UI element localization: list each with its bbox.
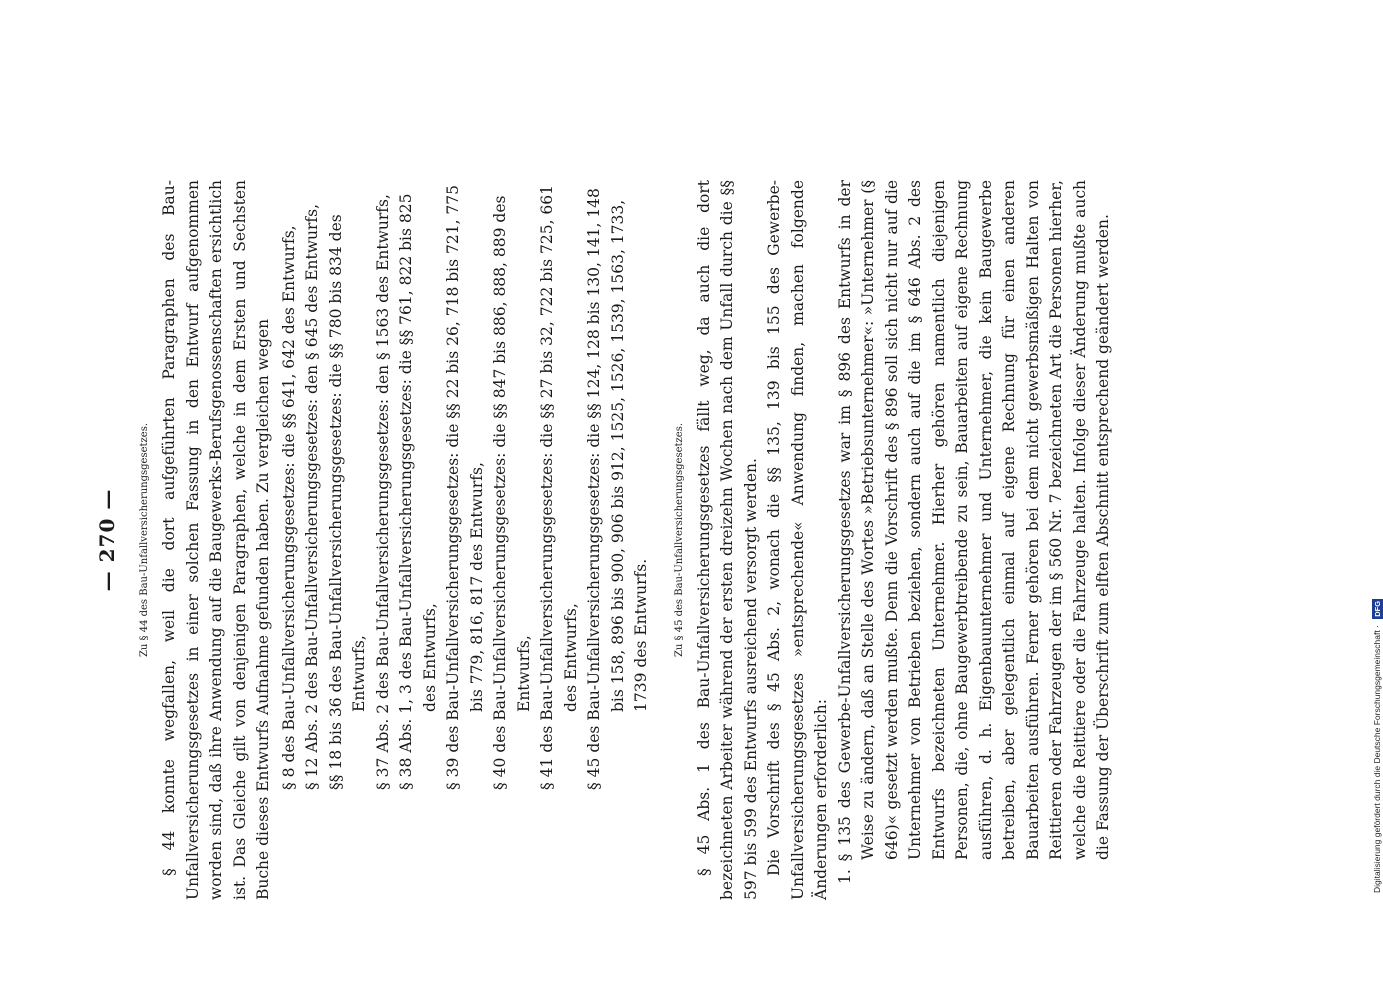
paragraph-45-1: § 45 Abs. 1 des Bau-Unfallversicherungsgesetzes fällt weg, da auch die dort bezeichneten Arbeiter während der ersten dreizehn Wochen nach dem Unfall durch die §§ 597 bis 599 des Entwurfs ausreichend versorgt werden.: [694, 180, 760, 900]
list-item: § 12 Abs. 2 des Bau-Unfallversicherungsgesetzes: den § 645 des Entwurfs,: [303, 203, 321, 790]
list-item: § 8 des Bau-Unfallversicherungsgesetzes: die §§ 641, 642 des Entwurfs,: [279, 225, 298, 790]
digitization-note: [1372, 599, 1383, 893]
paragraph-44-intro: § 44 konnte wegfallen, weil die dort aufgeführten Paragraphen des Bau-Unfallversicherungsgesetzes in einer solchen Fassung in den Entwurf aufgenommen worden sind, daß ihre Anwendung auf die Baugewerks-Berufsgenossenschaften ersichtlich ist. Das Gleiche gilt von denjenigen Paragraphen, welche in dem Ersten und Sechsten Buche dieses Entwurfs Aufnahme gefunden haben. Zu vergleichen wegen: [160, 180, 272, 900]
page-number: — 270 —: [95, 488, 119, 592]
paragraph-45-2: Die Vorschrift des § 45 Abs. 2, wonach die §§ 135, 139 bis 155 des Gewerbe-Unfallversicherungsgesetzes »entsprechende« Anwendung finden, machen folgende Änderungen erforderlich:: [765, 180, 830, 900]
list-item: §§ 18 bis 36 des Bau-Unfallversicherungsgesetzes: die §§ 780 bis 834 des Entwurfs,: [326, 214, 368, 790]
heading-section-45: Zu § 45 des Bau-Unfallversicherungsgesetzes.: [673, 422, 685, 658]
reference-list: [278, 180, 654, 900]
dfg-logo: DFG: [1373, 600, 1383, 617]
funding-note: Digitalisierung gefördert durch die Deutsche Forschungsgemeinschaft ·: [1372, 625, 1382, 893]
list-item: § 38 Abs. 1, 3 des Bau-Unfallversicherungsgesetzes: die §§ 761, 822 bis 825 des Entwurfs,: [397, 193, 439, 790]
rotated-page: [95, 180, 1235, 900]
list-item: § 39 des Bau-Unfallversicherungsgesetzes: die §§ 22 bis 26, 718 bis 721, 775 bis 779, 816, 817 des Entwurfs,: [444, 184, 486, 790]
list-item: § 40 des Bau-Unfallversicherungsgesetzes: die §§ 847 bis 886, 888, 889 des Entwurfs,: [491, 195, 533, 790]
list-item: § 45 des Bau-Unfallversicherungsgesetzes: die §§ 124, 128 bis 130, 141, 148 bis 158, 896 bis 900, 906 bis 912, 1525, 1526, 1539, 1563, 1733, 1739 des Entwurfs.: [585, 188, 650, 790]
list-item: § 37 Abs. 2 des Bau-Unfallversicherungsgesetzes: den § 1563 des Entwurfs,: [373, 194, 392, 790]
numbered-item-1: 1. § 135 des Gewerbe-Unfallversicherungsgesetzes war im § 896 des Entwurfs in der Weise zu ändern, daß an Stelle des Wortes »Betriebsunternehmer«: »Unternehmer (§ 646)« gesetzt werden mußte. Denn die Vorschrift des § 896 soll sich nicht nur auf die Unternehmer von Betrieben beziehen, sondern auch auf die im § 646 Abs. 2 des Entwurfs bezeichneten Unternehmer. Hierher gehören namentlich diejenigen Personen, die, ohne Baugewerbtreibende zu sein, Bauarbeiten auf eigene Rechnung ausführen, d. h. Eigenbauunternehmer und Unternehmer, die kein Baugewerbe betreiben, aber gelegentlich einmal auf eigene Rechnung für einen anderen Bauarbeiten ausführen. Ferner gehören bei dem nicht gewerbsmäßigen Halten von Reittieren oder Fahrzeugen der im § 560 Nr. 7 bezeichneten Art die Personen hierher, welche die Reittiere oder die Fahrzeuge halten. Infolge dieser Änderung mußte auch die Fassung der Überschrift zum elften Abschnitt entsprechend geändert werden.: [835, 180, 1112, 884]
heading-section-44: Zu § 44 des Bau-Unfallversicherungsgesetzes.: [139, 422, 150, 658]
list-item: § 41 des Bau-Unfallversicherungsgesetzes: die §§ 27 bis 32, 722 bis 725, 661 des Entwurfs,: [538, 184, 580, 790]
